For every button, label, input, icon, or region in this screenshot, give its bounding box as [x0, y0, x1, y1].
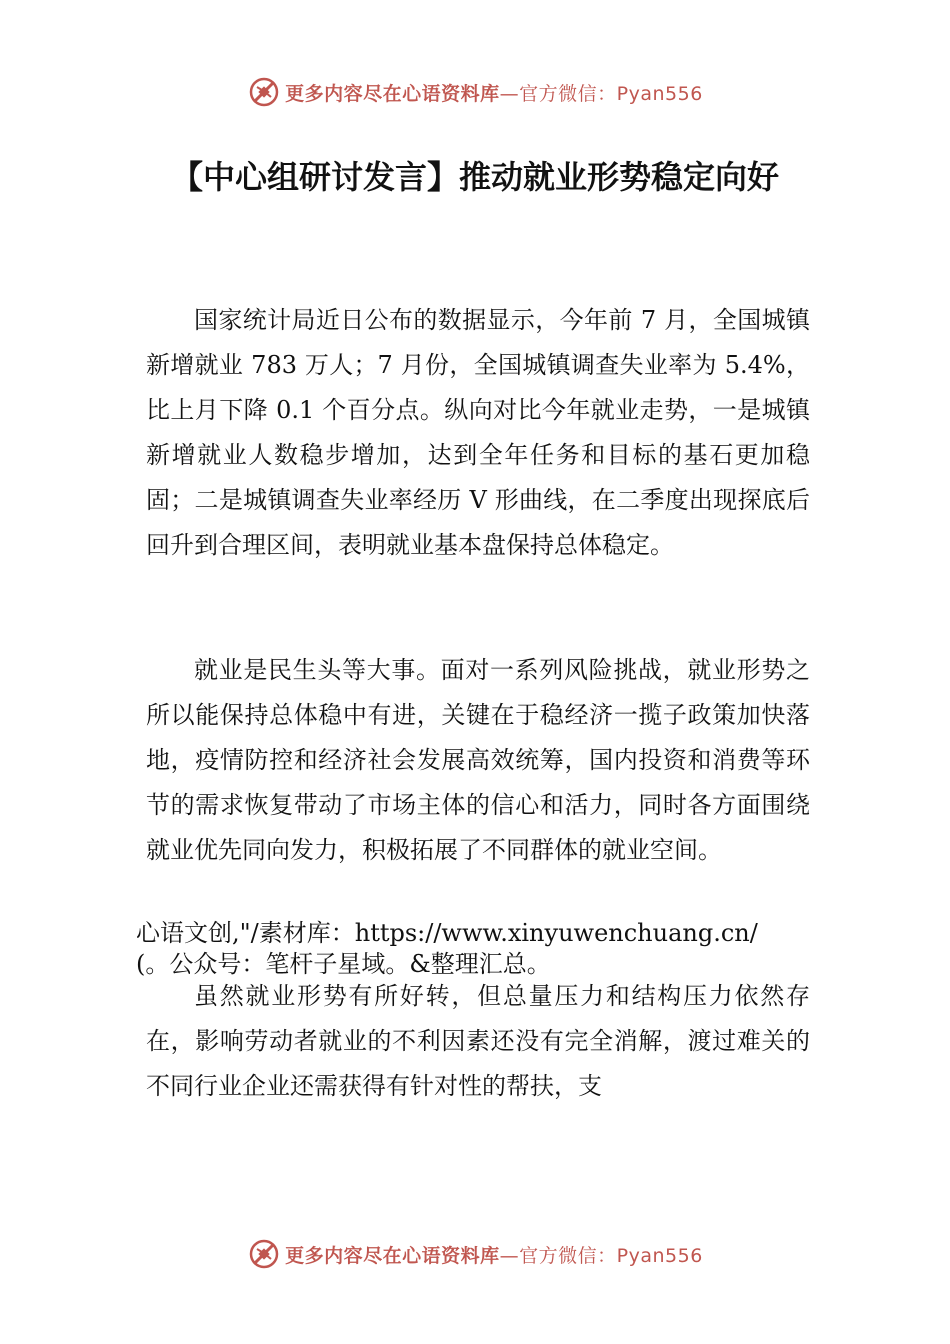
footer-watermark	[0, 1234, 950, 1274]
paragraph-3: 虽然就业形势有所好转，但总量压力和结构压力依然存在，影响劳动者就业的不利因素还没有完全消解，渡过难关的不同行业企业还需获得有针对性的帮扶，支	[146, 982, 810, 1100]
calligraphy-brush-seal-icon	[247, 1237, 281, 1271]
watermark-text: 更多内容尽在心语资料库	[285, 82, 500, 105]
paragraph-2: 就业是民生头等大事。面对一系列风险挑战，就业形势之所以能保持总体稳中有进，关键在于稳经济一揽子政策加快落地，疫情防控和经济社会发展高效统筹，国内投资和消费等环节的需求恢复带动了市场主体的信心和活力，同时各方面围绕就业优先同向发力，积极拓展了不同群体的就业空间。	[146, 656, 810, 864]
source-note-line-1: 心语文创,"/素材库：https://www.xinyuwenchuang.cn/	[136, 919, 758, 947]
watermark-wechat: —官方微信：Pyan556	[499, 1244, 703, 1267]
source-note	[136, 918, 836, 980]
source-note-line-2: (。公众号：笔杆子星域。&整理汇总。	[136, 950, 551, 978]
paragraph-1: 国家统计局近日公布的数据显示，今年前 7 月，全国城镇新增就业 783 万人；7 月份，全国城镇调查失业率为 5.4%，比上月下降 0.1 个百分点。纵向对比今年就业走势，一是城镇新增就业人数稳步增加，达到全年任务和目标的基石更加稳固；二是城镇调查失业率经历 V 形曲线，在二季度出现探底后回升到合理区间，表明就业基本盘保持总体稳定。	[146, 306, 810, 559]
document-title: 【中心组研讨发言】推动就业形势稳定向好	[170, 158, 779, 196]
header-watermark	[0, 72, 950, 112]
watermark-wechat: —官方微信：Pyan556	[499, 82, 703, 105]
calligraphy-brush-seal-icon	[247, 75, 281, 109]
watermark-text: 更多内容尽在心语资料库	[285, 1244, 500, 1267]
